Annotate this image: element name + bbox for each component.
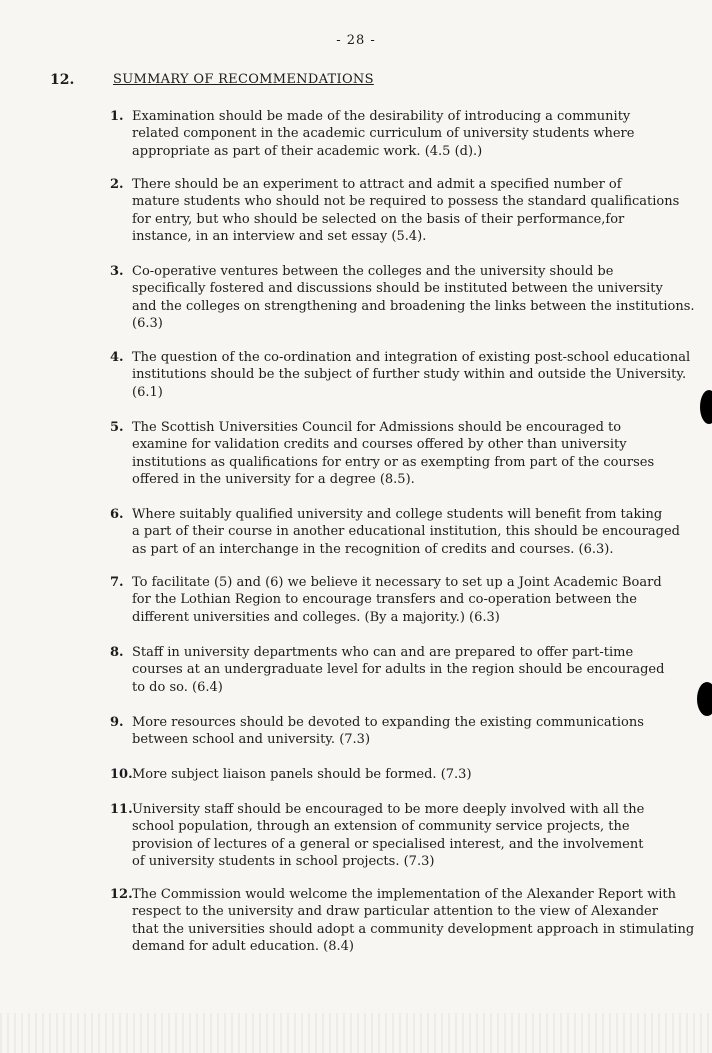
section-number: 12. <box>50 72 75 88</box>
recommendation-item <box>110 176 705 245</box>
recommendation-item <box>110 263 705 332</box>
recommendation-number: 10. <box>110 767 133 782</box>
recommendation-item <box>110 506 705 558</box>
recommendation-text: More subject liaison panels should be formed. (7.3) <box>132 767 472 782</box>
recommendation-number: 12. <box>110 887 133 902</box>
recommendation-text: Staff in university departments who can and are prepared to offer part-time courses at an undergraduate level for adults in the region should be encouraged to do so. (6.4) <box>132 645 665 695</box>
recommendation-number: 4. <box>110 350 124 365</box>
recommendation-item <box>110 801 705 870</box>
recommendation-item <box>110 644 705 696</box>
recommendation-item <box>110 766 705 783</box>
recommendation-item <box>110 714 705 749</box>
recommendation-text: University staff should be encouraged to be more deeply involved with all the school population, through an extension of community service projects, the provision of lectures of a general or specialised interest, and the involvement of university students in school projects. (7.3) <box>132 802 645 869</box>
recommendation-item <box>110 108 705 160</box>
recommendation-number: 5. <box>110 420 124 435</box>
punch-hole-mark <box>697 682 712 716</box>
recommendation-number: 7. <box>110 575 124 590</box>
section-title: SUMMARY OF RECOMMENDATIONS <box>113 72 374 87</box>
punch-hole-mark <box>700 390 712 424</box>
recommendation-number: 9. <box>110 715 124 730</box>
recommendation-text: The Commission would welcome the implementation of the Alexander Report with respect to the university and draw particular attention to the view of Alexander that the universities should adopt a community development approach in stimulating demand for adult education. (8.4) <box>132 887 695 954</box>
recommendation-text: The Scottish Universities Council for Admissions should be encouraged to examine for validation credits and courses offered by other than university institutions as qualifications for entry or as exempting from part of the courses offered in the university for a degree (8.5). <box>132 420 655 487</box>
page-number: - 28 - <box>336 33 376 48</box>
recommendation-text: Where suitably qualified university and college students will benefit from taking a part of their course in another educational institution, this should be encouraged as part of an interchange in the recognition of credits and courses. (6.3). <box>132 507 681 557</box>
recommendation-number: 6. <box>110 507 124 522</box>
recommendation-item <box>110 349 705 401</box>
recommendation-text: The question of the co-ordination and integration of existing post-school educational institutions should be the subject of further study within and outside the University. (6.1) <box>132 350 691 400</box>
recommendation-number: 2. <box>110 177 124 192</box>
recommendation-text: More resources should be devoted to expanding the existing communications between school and university. (7.3) <box>132 715 644 748</box>
recommendation-number: 11. <box>110 802 133 817</box>
recommendation-text: Examination should be made of the desirability of introducing a community related component in the academic curriculum of university students where appropriate as part of their academic work. (4.5 (d).) <box>132 109 635 159</box>
recommendation-item <box>110 886 705 955</box>
scan-noise-edge <box>0 1013 712 1053</box>
recommendation-number: 3. <box>110 264 124 279</box>
recommendation-number: 1. <box>110 109 124 124</box>
recommendation-text: There should be an experiment to attract and admit a specified number of mature students who should not be required to possess the standard qualifications for entry, but who should be selected on the basis of their performance,for instance, in an interview and set essay (5.4). <box>132 177 680 244</box>
recommendation-number: 8. <box>110 645 124 660</box>
recommendation-text: Co-operative ventures between the colleges and the university should be specifically fostered and discussions should be instituted between the university and the colleges on strengthening and broadening the links between the institutions. (6.3) <box>132 264 695 331</box>
recommendation-item <box>110 419 705 488</box>
recommendation-item <box>110 574 705 626</box>
recommendation-text: To facilitate (5) and (6) we believe it necessary to set up a Joint Academic Board for the Lothian Region to encourage transfers and co-operation between the different universities and colleges. (By a majority.) (6.3) <box>132 575 662 625</box>
